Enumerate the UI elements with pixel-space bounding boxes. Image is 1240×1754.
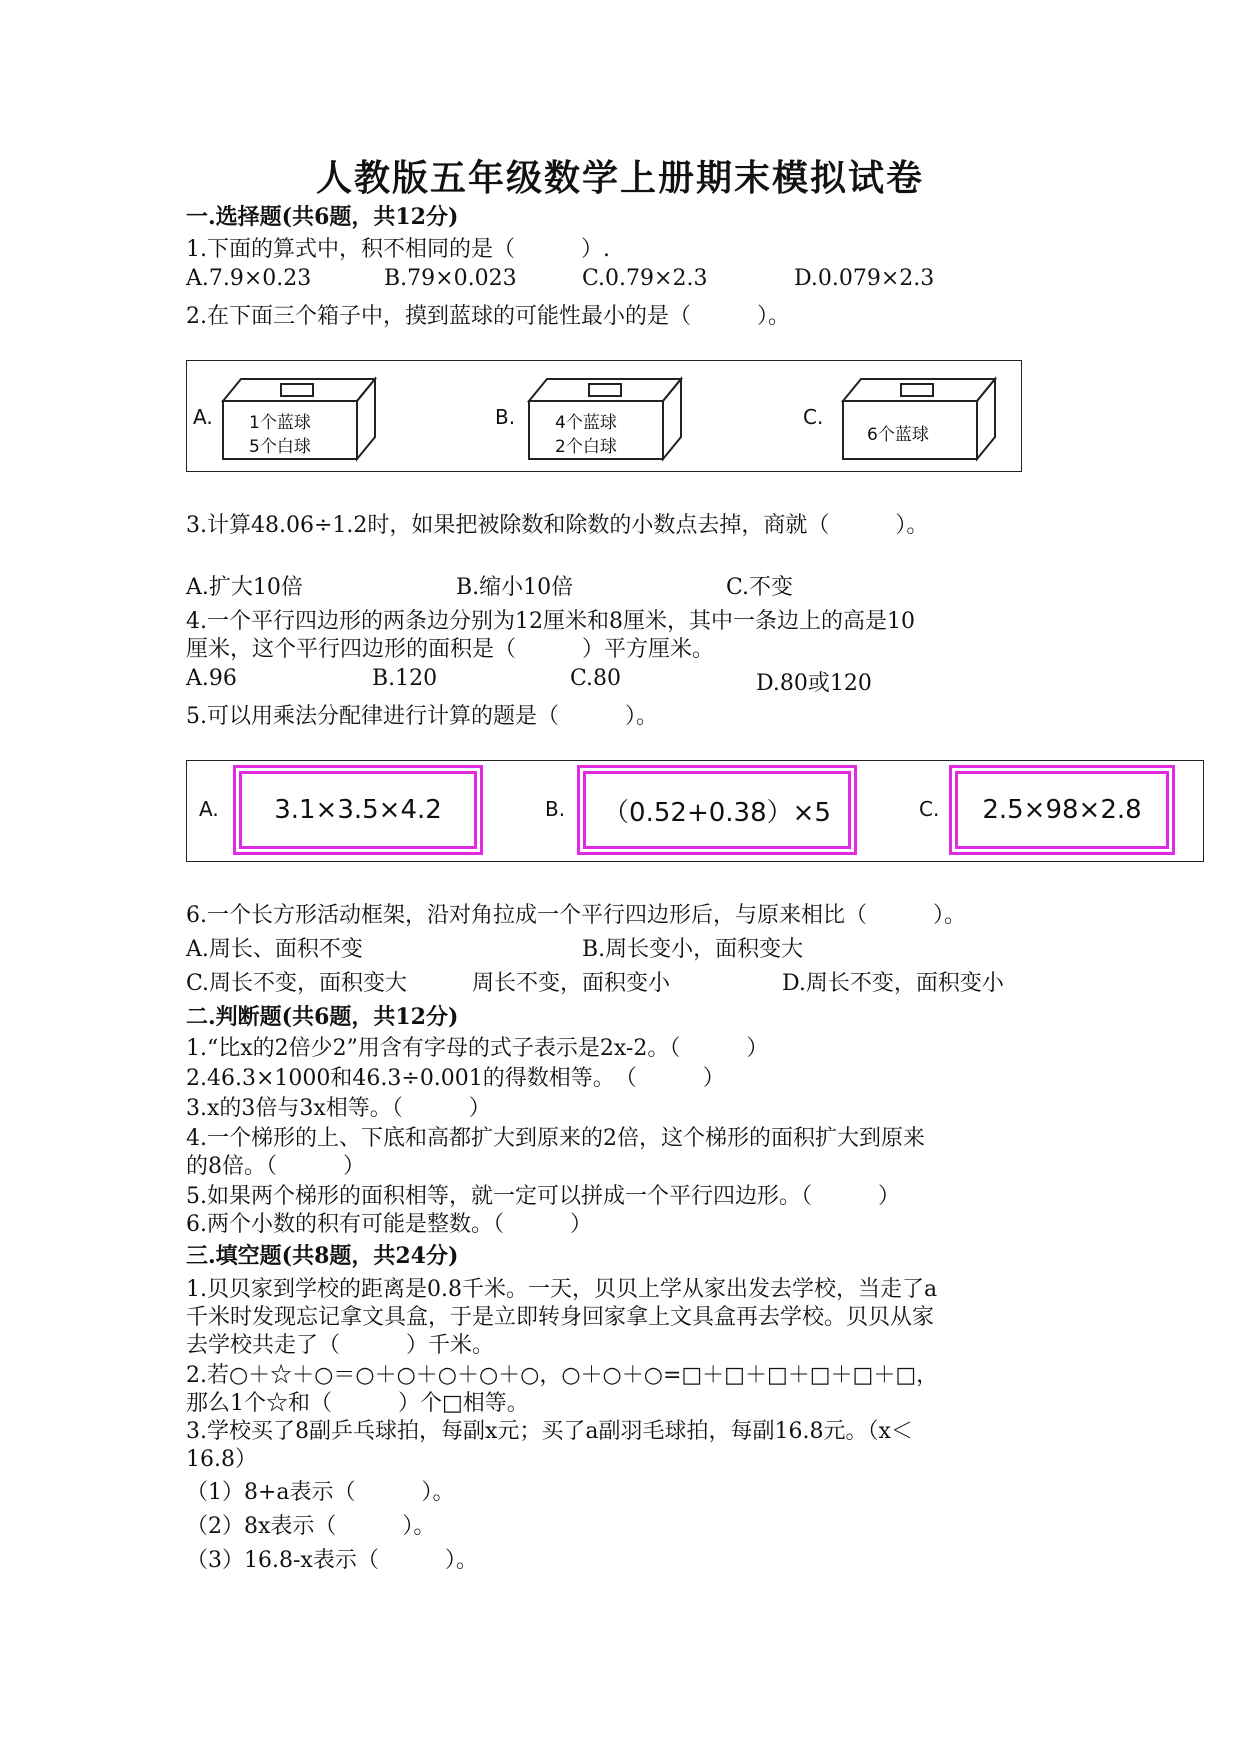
fill-item-1-line1: 1.贝贝家到学校的距离是0.8千米。一天，贝贝上学从家出发去学校，当走了a	[186, 1277, 938, 1302]
q1-option-c: C.0.79×2.3	[582, 266, 708, 291]
question-6: 6.一个长方形活动框架，沿对角拉成一个平行四边形后，与原来相比（ ）。	[186, 903, 966, 928]
fill-item-3-line1: 3.学校买了8副乒乓球拍，每副x元；买了a副羽毛球拍，每副16.8元。（x＜	[186, 1419, 913, 1444]
expr-b-frame	[577, 765, 857, 855]
box-c-line1: 6个蓝球	[867, 425, 929, 445]
q1-option-a: A.7.9×0.23	[186, 266, 312, 291]
question-4-line2: 厘米，这个平行四边形的面积是（ ）平方厘米。	[186, 637, 715, 662]
q6-option-a: A.周长、面积不变	[186, 937, 363, 962]
q4-option-c: C.80	[570, 666, 622, 691]
box-a-line1: 1个蓝球	[249, 413, 311, 433]
expr-a-frame	[233, 765, 483, 855]
q1-option-b: B.79×0.023	[384, 266, 517, 291]
fill-item-3-sub1: （1）8+a表示（ ）。	[186, 1480, 455, 1505]
section-heading-fill: 三.填空题(共8题，共24分)	[186, 1243, 459, 1269]
q3-option-a: A.扩大10倍	[186, 575, 303, 600]
box-b-line2: 2个白球	[555, 437, 617, 457]
box-c	[843, 379, 995, 459]
fill-item-3-sub3: （3）16.8-x表示（ ）。	[186, 1548, 478, 1573]
box-b-label: B.	[495, 405, 516, 429]
box-a-line2: 5个白球	[249, 437, 311, 457]
question-5: 5.可以用乘法分配律进行计算的题是（ ）。	[186, 704, 658, 729]
judge-item-2: 2.46.3×1000和46.3÷0.001的得数相等。 （ ）	[186, 1066, 725, 1091]
judge-item-1: 1.“比x的2倍少2”用含有字母的式子表示是2x-2。（ ）	[186, 1036, 769, 1061]
fill-item-2-line1: 2.若○＋☆＋○＝○＋○＋○＋○＋○，○＋○＋○=□＋□＋□＋□＋□＋□，	[186, 1363, 939, 1388]
judge-item-4-line2: 的8倍。（ ）	[186, 1154, 365, 1179]
section-heading-judge: 二.判断题(共6题，共12分)	[186, 1004, 459, 1030]
q4-option-b: B.120	[372, 666, 438, 691]
q3-option-c: C.不变	[726, 575, 794, 600]
fill-item-1-line2: 千米时发现忘记拿文具盒，于是立即转身回家拿上文具盒再去学校。贝贝从家	[186, 1305, 935, 1330]
expr-b: （0.52+0.38）×5	[583, 771, 851, 849]
expr-a-label: A.	[199, 797, 219, 821]
box-b-line1: 4个蓝球	[555, 413, 617, 433]
page-title: 人教版五年级数学上册期末模拟试卷	[315, 157, 924, 199]
fill-item-2-line2: 那么1个☆和（ ）个□相等。	[186, 1391, 529, 1416]
q6-option-b: B.周长变小，面积变大	[582, 937, 804, 962]
q4-option-d: D.80或120	[756, 671, 872, 696]
q6-option-extra: 周长不变，面积变小	[472, 971, 671, 996]
judge-item-6: 6.两个小数的积有可能是整数。（ ）	[186, 1212, 592, 1237]
q5-figure	[186, 760, 1204, 862]
question-3: 3.计算48.06÷1.2时，如果把被除数和除数的小数点去掉，商就（ ）。	[186, 513, 929, 538]
q2-figure	[186, 360, 1022, 472]
box-a-label: A.	[193, 405, 213, 429]
fill-item-3-sub2: （2）8x表示（ ）。	[186, 1514, 436, 1539]
question-1: 1.下面的算式中，积不相同的是（ ）.	[186, 237, 610, 262]
judge-item-4-line1: 4.一个梯形的上、下底和高都扩大到原来的2倍，这个梯形的面积扩大到原来	[186, 1126, 925, 1151]
section-heading-choice: 一.选择题(共6题，共12分)	[186, 204, 459, 230]
expr-b-label: B.	[545, 797, 566, 821]
box-c-label: C.	[803, 405, 824, 429]
fill-item-3-line2: 16.8）	[186, 1447, 257, 1472]
expr-c-label: C.	[919, 797, 940, 821]
q4-option-a: A.96	[186, 666, 237, 691]
question-2: 2.在下面三个箱子中，摸到蓝球的可能性最小的是（ ）。	[186, 304, 790, 329]
q3-option-b: B.缩小10倍	[456, 575, 574, 600]
expr-c-frame	[949, 765, 1175, 855]
fill-item-1-line3: 去学校共走了（ ）千米。	[186, 1333, 495, 1358]
expr-c: 2.5×98×2.8	[955, 771, 1169, 849]
q1-option-d: D.0.079×2.3	[794, 266, 935, 291]
q6-option-d: D.周长不变，面积变小	[782, 971, 1004, 996]
judge-item-3: 3.x的3倍与3x相等。（ ）	[186, 1096, 491, 1121]
q6-option-c: C.周长不变，面积变大	[186, 971, 408, 996]
expr-a: 3.1×3.5×4.2	[239, 771, 477, 849]
question-4-line1: 4.一个平行四边形的两条边分别为12厘米和8厘米，其中一条边上的高是10	[186, 609, 915, 634]
judge-item-5: 5.如果两个梯形的面积相等，就一定可以拼成一个平行四边形。（ ）	[186, 1184, 900, 1209]
